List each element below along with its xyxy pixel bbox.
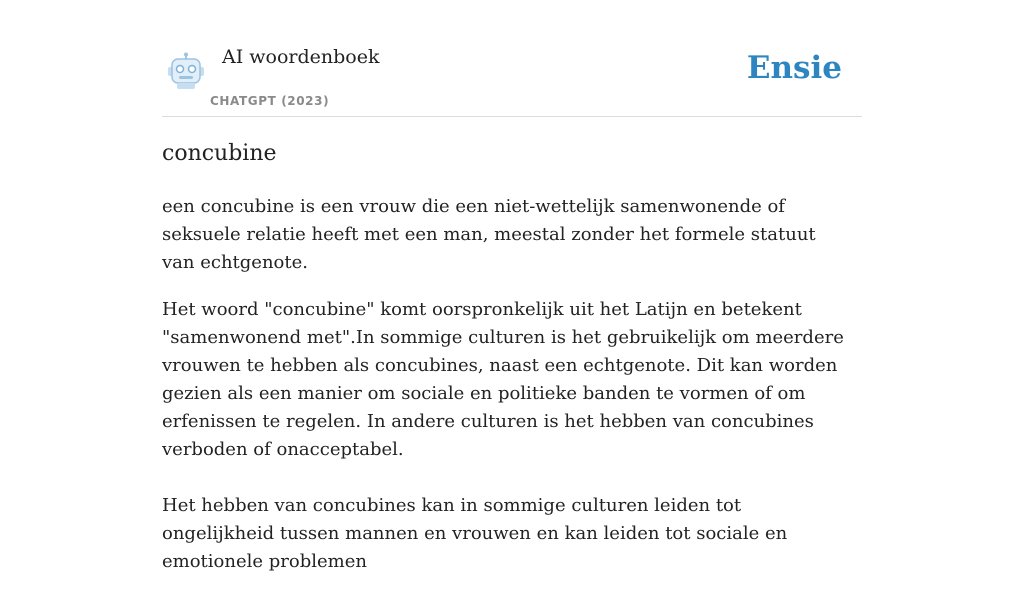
etymology-paragraph: Het woord "concubine" komt oorspronkelijk uit het Latijn en betekent "samenwonend met".In sommige culturen is het gebruikelijk om meerdere vrouwen te hebben als concubines, naast een echtgenote. Dit kan worden gezien als een manier om sociale en politieke banden te vormen of om erfenissen te regelen. In andere culturen is het hebben van concubines verboden of onacceptabel. xyxy=(162,299,844,460)
definition-paragraph: een concubine is een vrouw die een niet-wettelijk samenwonende of seksuele relatie heeft met een man, meestal zonder het formele statuut van echtgenote. xyxy=(162,196,816,273)
site-title: AI woordenboek xyxy=(222,46,380,68)
entry-term: concubine xyxy=(162,141,277,166)
explanation-paragraph: Het hebben van concubines kan in sommige culturen leiden tot ongelijkheid tussen mannen en vrouwen en kan leiden tot sociale en emotionele problemen xyxy=(162,495,788,572)
source-label: CHATGPT (2023) xyxy=(210,94,330,108)
entry-content xyxy=(162,137,852,595)
brand-logo-link[interactable]: Ensie xyxy=(746,50,842,86)
robot-icon xyxy=(165,52,207,90)
header xyxy=(162,40,862,117)
